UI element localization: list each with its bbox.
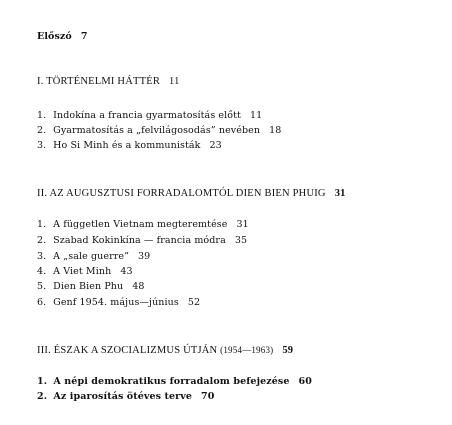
section-2-page: 31 — [334, 188, 346, 199]
section-2-title: II. AZ AUGUSZTUSI FORRADALOMTÓL DIEN BIEN PHUIG — [37, 188, 326, 199]
entry-number: 1. — [37, 110, 47, 121]
entry-title: Szabad Kokinkína — francia módra — [53, 235, 226, 246]
entry-title: Gyarmatosítás a „felvilágosodás” nevében — [53, 125, 261, 136]
entry-number: 1. — [37, 219, 47, 230]
toc-entry — [37, 251, 150, 262]
entry-page: 31 — [236, 219, 249, 230]
toc-entry — [37, 281, 145, 292]
toc-entry — [37, 140, 222, 151]
entry-number: 2. — [37, 235, 47, 246]
entry-number: 2. — [37, 391, 48, 402]
entry-number: 2. — [37, 125, 47, 136]
entry-number: 3. — [37, 140, 47, 151]
entry-page: 48 — [132, 281, 145, 292]
entry-title: Dien Bien Phu — [53, 281, 124, 292]
section-1-title: I. TÖRTÉNELMI HÁTTÉR — [37, 76, 161, 87]
entry-page: 18 — [269, 125, 282, 136]
entry-title: Ho Si Minh és a kommunisták — [53, 140, 201, 151]
toc-entry — [37, 110, 262, 121]
toc-entry — [37, 235, 247, 246]
entry-title: A „sale guerre” — [53, 251, 130, 262]
toc-entry — [37, 125, 281, 136]
preface-title: Előszó — [37, 31, 72, 42]
entry-page: 52 — [187, 297, 201, 308]
entry-page: 35 — [234, 235, 248, 246]
entry-number: 5. — [37, 281, 47, 292]
toc-entry — [37, 219, 249, 230]
entry-page: 43 — [120, 266, 133, 277]
section-3-title: III. ÉSZAK A SZOCIALIZMUS ÚTJÁN — [37, 345, 218, 356]
entry-page: 23 — [209, 140, 222, 151]
toc-entry — [37, 391, 214, 402]
entry-title: A Viet Minh — [53, 266, 112, 277]
entry-number: 6. — [37, 297, 47, 308]
entry-title: A népi demokratikus forradalom befejezése — [53, 376, 290, 387]
entry-title: Az iparosítás ötéves terve — [53, 391, 192, 402]
section-2-heading — [37, 188, 346, 199]
entry-page: 60 — [298, 376, 312, 387]
preface-page: 7 — [80, 31, 88, 42]
section-3-heading — [37, 345, 293, 356]
entry-number: 4. — [37, 266, 47, 277]
entry-number: 3. — [37, 251, 47, 262]
section-3-years: (1954—1963) — [220, 345, 274, 355]
toc-entry — [37, 376, 312, 387]
entry-title: Indokína a francia gyarmatosítás előtt — [53, 110, 241, 121]
toc-entry — [37, 297, 200, 308]
section-3-page: 59 — [282, 345, 294, 356]
toc-entry — [37, 266, 133, 277]
entry-number: 1. — [37, 376, 48, 387]
toc-preface — [37, 31, 88, 42]
entry-page: 70 — [201, 391, 215, 402]
entry-page: 11 — [249, 110, 263, 121]
entry-title: A független Vietnam megteremtése — [53, 219, 228, 230]
entry-title: Genf 1954. május—június — [53, 297, 179, 308]
section-1-heading — [37, 76, 180, 87]
entry-page: 39 — [138, 251, 151, 262]
section-1-page: 11 — [169, 76, 180, 87]
